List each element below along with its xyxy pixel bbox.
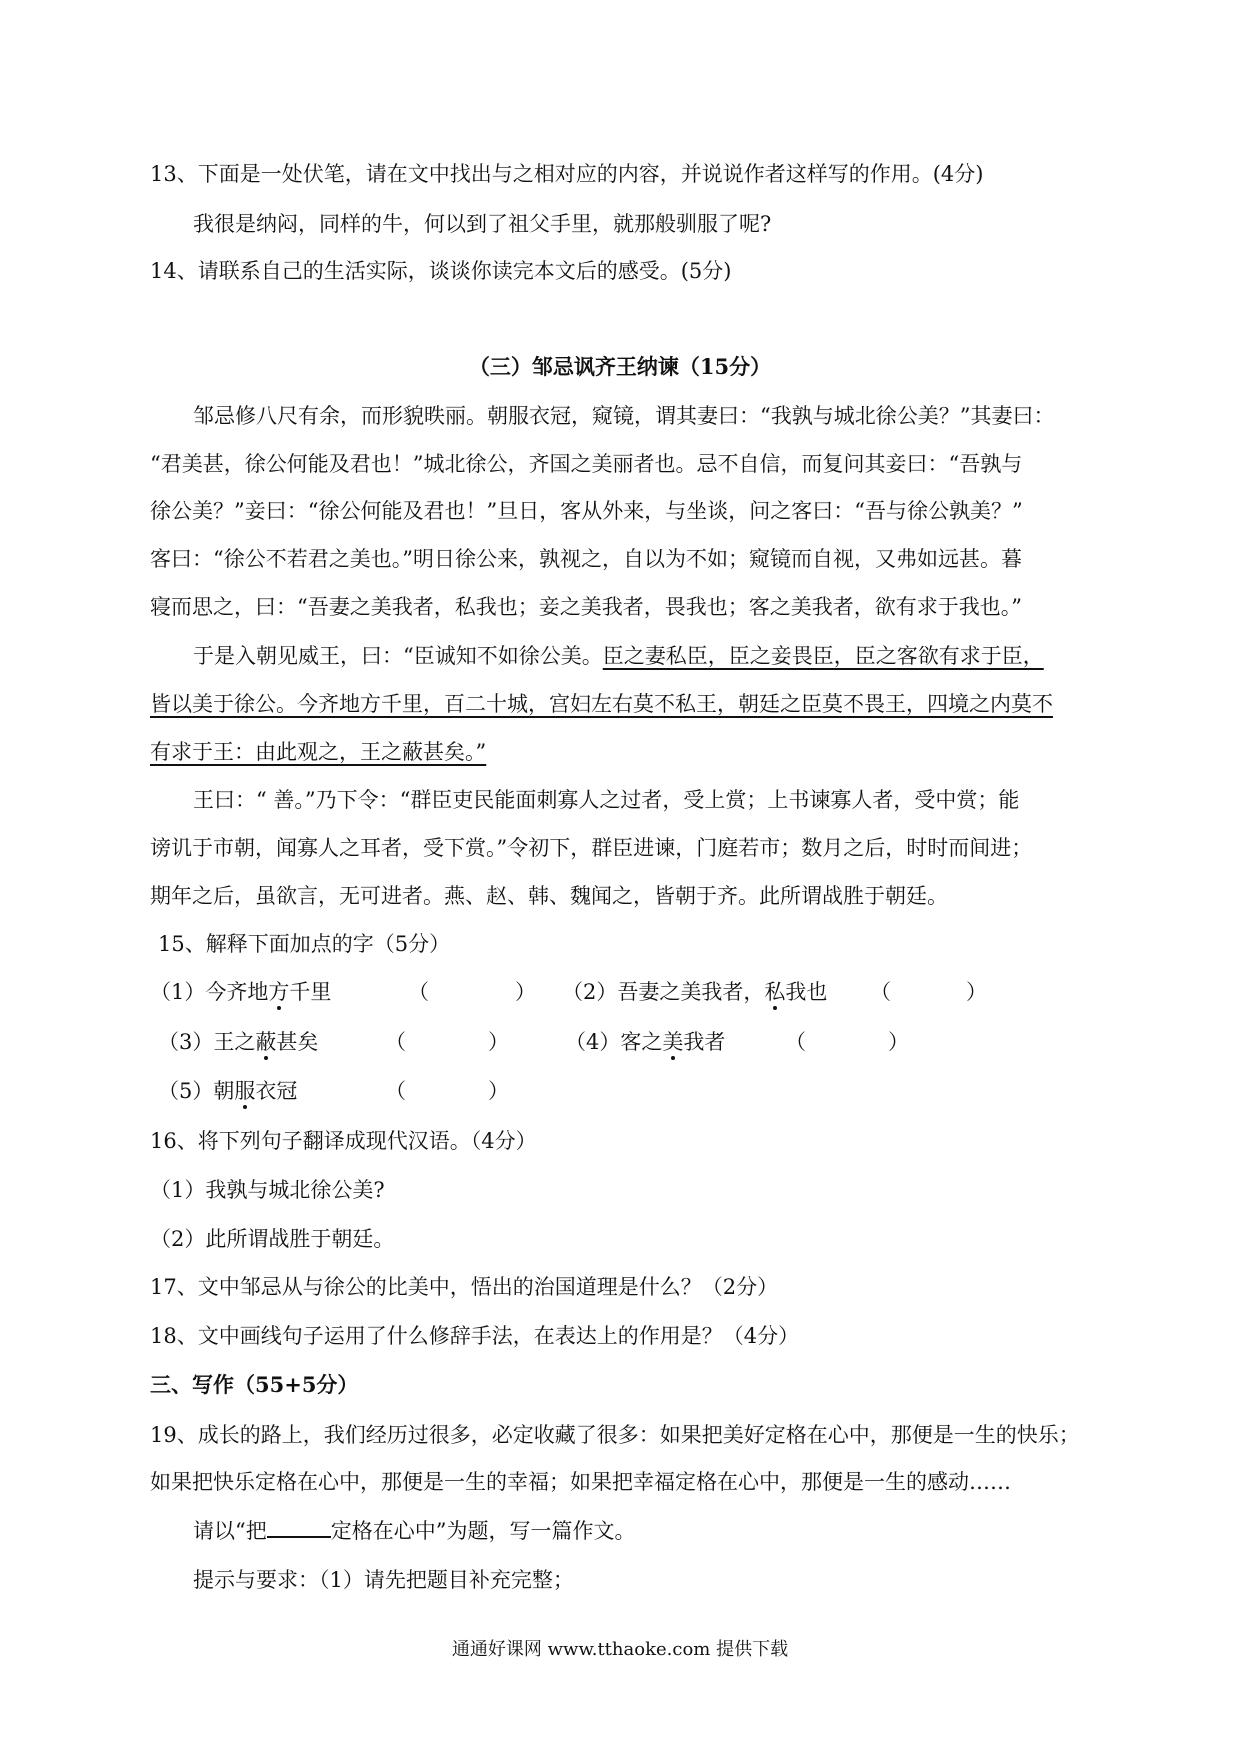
q15-item-text: 千里 <box>289 980 332 1004</box>
q15-item-2 <box>562 978 827 1006</box>
q15-item-4 <box>565 1028 725 1056</box>
answer-paren-open: （ <box>408 980 429 1004</box>
question-13: 13、下面是一处伏笔，请在文中找出与之相对应的内容，并说说作者这样写的作用。(4分) <box>150 162 984 186</box>
dotted-char: 蔽 <box>255 1030 277 1054</box>
q15-item-5 <box>158 1077 297 1105</box>
question-17: 17、文中邹忌从与徐公的比美中，悟出的治国道理是什么？（2分） <box>150 1275 779 1299</box>
prompt-text: 定格在心中”为题，写一篇作文。 <box>330 1519 636 1543</box>
question-19: 19、成长的路上，我们经历过很多，必定收藏了很多：如果把美好定格在心中，那便是一生的快乐； <box>150 1423 1080 1447</box>
underlined-sentence: 有求于王：由此观之，王之蔽甚矣。” <box>150 740 487 764</box>
q15-item-text: 我者 <box>683 1030 726 1054</box>
dotted-char: 美 <box>662 1030 684 1054</box>
answer-paren-close: ） <box>488 1030 509 1054</box>
writing-prompt <box>193 1517 636 1545</box>
section-title: （三）邹忌讽齐王纳谏（15分） <box>468 354 772 379</box>
underlined-sentence: 臣之妻私臣，臣之妾畏臣，臣之客欲有求于臣， <box>602 644 1044 668</box>
question-13-quote: 我很是纳闷，同样的牛，何以到了祖父手里，就那般驯服了呢? <box>193 212 772 236</box>
question-16: 16、将下列句子翻译成现代汉语。（4分） <box>150 1129 537 1153</box>
question-18: 18、文中画线句子运用了什么修辞手法，在表达上的作用是？（4分） <box>150 1324 800 1348</box>
dotted-char: 服 <box>234 1079 256 1103</box>
passage-text: 于是入朝见威王，曰：“臣诚知不如徐公美。 <box>193 644 603 668</box>
q15-item-text: （5）朝 <box>158 1079 235 1103</box>
dotted-char: 私 <box>764 980 786 1004</box>
answer-paren-open: （ <box>385 1079 406 1103</box>
page-footer: 通通好课网 www.tthaoke.com 提供下载 <box>451 1639 789 1660</box>
passage-line: 谤讥于市朝，闻寡人之耳者，受下赏。”令初下，群臣进谏，门庭若市；数月之后，时时而间进； <box>150 836 1033 860</box>
passage-line: 期年之后，虽欲言，无可进者。燕、赵、韩、魏闻之，皆朝于齐。此所谓战胜于朝廷。 <box>150 884 948 908</box>
q15-item-text: （2）吾妻之美我者， <box>562 980 765 1004</box>
writing-hint: 提示与要求：（1）请先把题目补充完整； <box>193 1568 574 1592</box>
passage-line: “君美甚，徐公何能及君也！”城北徐公，齐国之美丽者也。忌不自信，而复问其妾曰：“吾孰与 <box>150 452 1023 476</box>
q15-item-text: （4）客之 <box>565 1030 663 1054</box>
q15-item-text: （3）王之 <box>158 1030 256 1054</box>
question-15: 15、解释下面加点的字（5分） <box>158 932 451 956</box>
passage-line: 客曰：“徐公不若君之美也。”明日徐公来，孰视之，自以为不如；窥镜而自视，又弗如远甚。暮 <box>150 547 1022 571</box>
passage-line: 寝而思之，曰：“吾妻之美我者，私我也；妾之美我者，畏我也；客之美我者，欲有求于我也。” <box>150 595 1022 619</box>
underlined-sentence: 皆以美于徐公。今齐地方千里，百二十城，宫妇左右莫不私王，朝廷之臣莫不畏王，四境之内莫不 <box>150 692 1053 716</box>
q15-item-3 <box>158 1028 318 1056</box>
question-19-cont: 如果把快乐定格在心中，那便是一生的幸福；如果把幸福定格在心中，那便是一生的感动…… <box>150 1470 1011 1494</box>
q15-item-text: 衣冠 <box>255 1079 298 1103</box>
passage-line: 徐公美？”妾曰：“徐公何能及君也！”旦日，客从外来，与坐谈，问之客曰：“吾与徐公孰美？” <box>150 499 1023 523</box>
q16-sentence-2: （2）此所谓战胜于朝廷。 <box>150 1227 395 1251</box>
answer-paren-open: （ <box>785 1030 806 1054</box>
q15-item-text: （1）今齐地 <box>150 980 269 1004</box>
title-blank[interactable] <box>267 1535 331 1538</box>
q16-sentence-1: （1）我孰与城北徐公美? <box>150 1178 385 1202</box>
passage-line: 王曰：“ 善。”乃下令：“群臣吏民能面刺寡人之过者，受上赏；上书谏寡人者，受中赏；能 <box>193 788 1020 812</box>
question-14: 14、请联系自己的生活实际，谈谈你读完本文后的感受。(5分) <box>150 259 732 283</box>
dotted-char: 方 <box>268 980 290 1004</box>
passage-line <box>193 642 1044 670</box>
q15-item-1 <box>150 978 331 1006</box>
answer-paren-close: ） <box>488 1079 509 1103</box>
answer-paren-close: ） <box>515 980 536 1004</box>
answer-paren-open: （ <box>870 980 891 1004</box>
prompt-text: 请以“把 <box>193 1519 267 1543</box>
passage-line: 邹忌修八尺有余，而形貌昳丽。朝服衣冠，窥镜，谓其妻曰：“我孰与城北徐公美？”其妻曰： <box>193 404 1055 428</box>
writing-heading: 三、写作（55+5分） <box>150 1372 359 1397</box>
answer-paren-close: ） <box>888 1030 909 1054</box>
q15-item-text: 甚矣 <box>276 1030 319 1054</box>
answer-paren-open: （ <box>385 1030 406 1054</box>
q15-item-text: 我也 <box>785 980 828 1004</box>
answer-paren-close: ） <box>966 980 987 1004</box>
